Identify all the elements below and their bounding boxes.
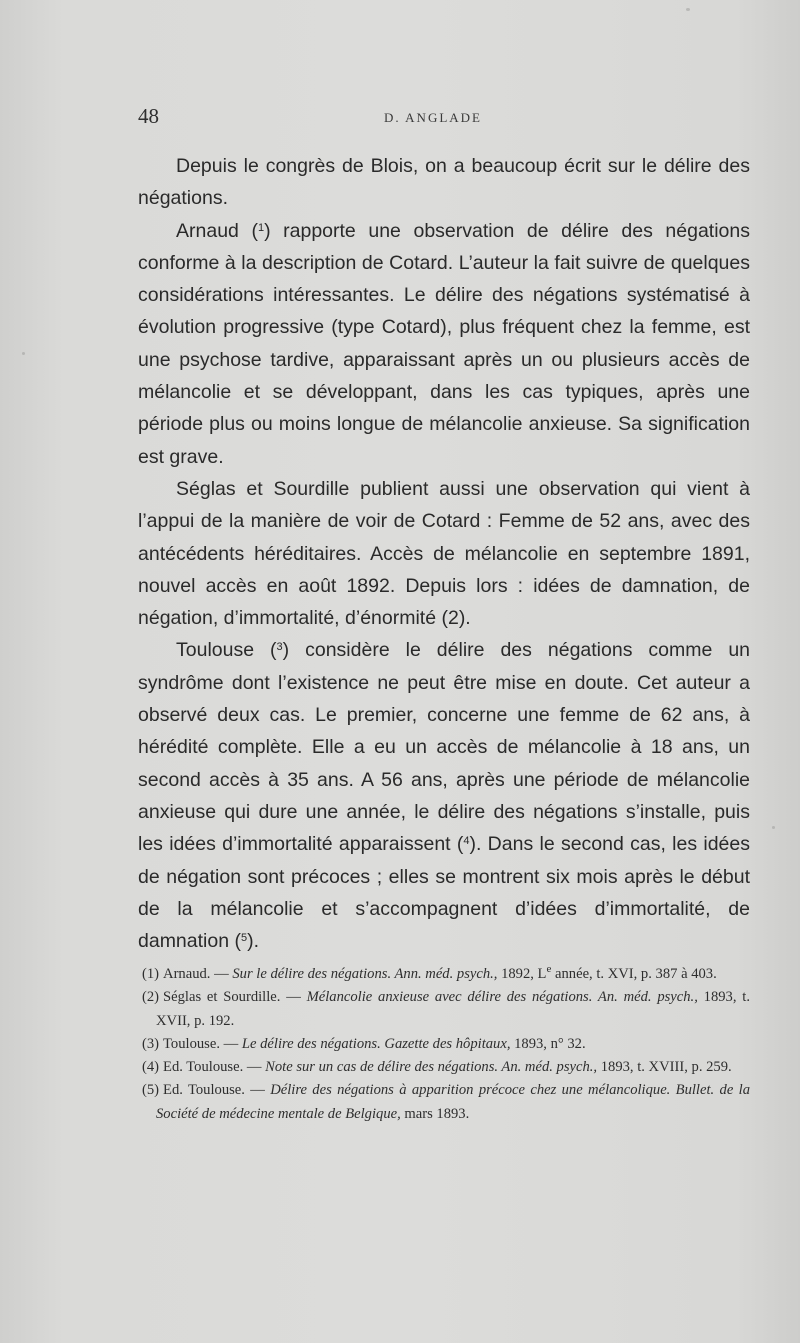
footnote-number: (1) bbox=[142, 966, 160, 982]
body-text bbox=[138, 150, 750, 957]
citation-title: Délire des négations à apparition précoce chez une mélancolique. Bullet. de la Société de médecine mentale de Belgique, bbox=[156, 1082, 750, 1122]
text-run: Arnaud. — bbox=[163, 966, 233, 982]
paragraph bbox=[138, 634, 750, 957]
text-run: Depuis le congrès de Blois, on a beaucoup écrit sur le délire des négations. bbox=[138, 155, 750, 210]
paragraph bbox=[138, 473, 750, 634]
text-run: 1893, n° 32. bbox=[510, 1035, 586, 1052]
text-run: ) rapporte une observation de délire des négations conforme à la description de Cotard. L’auteur la fait suivre de quelques considérations intéressantes. Le délire des négations systématisé à évolution progressive (type Cotard), plus fréquent chez la femme, est une psychose tardive, apparaissant après un ou plusieurs accès de mélancolie et se développant, dans les cas typiques, après une période plus ou moins longue de mélancolie anxieuse. Sa signification est grave. bbox=[138, 219, 750, 468]
footnote bbox=[124, 1033, 750, 1056]
page-header bbox=[138, 104, 750, 134]
text-run: Toulouse. — bbox=[163, 1035, 242, 1052]
footnote bbox=[124, 1056, 750, 1079]
text-run: Séglas et Sourdille publient aussi une observation qui vient à l’appui de la manière de voir de Cotard : Femme de 52 ans, avec des antécédents héréditaires. Accès de mélancolie en septembre 1891, nouvel accès en août 1892. Depuis lors : idées de damnation, de négation, d’immortalité, d’énormité (2). bbox=[138, 477, 750, 630]
text-run: 1892, L bbox=[497, 966, 547, 982]
speck bbox=[686, 8, 690, 11]
footnote-ref: 1 bbox=[257, 221, 265, 234]
footnote bbox=[124, 1079, 750, 1126]
citation-title: Mélancolie anxieuse avec délire des négations. An. méd. psych., bbox=[306, 989, 698, 1006]
text-run: Arnaud ( bbox=[176, 219, 258, 242]
text-run: 1893, t. XVII, p. 192. bbox=[156, 989, 750, 1029]
text-run: Toulouse ( bbox=[176, 639, 277, 662]
paragraph bbox=[138, 150, 750, 215]
footnote-number: (2) bbox=[142, 989, 160, 1006]
citation-title: Sur le délire des négations. Ann. méd. psych., bbox=[232, 966, 498, 982]
footnote-ref: e bbox=[546, 963, 552, 975]
paragraph bbox=[138, 215, 750, 473]
footnote bbox=[124, 986, 750, 1033]
text-run: mars 1893. bbox=[400, 1105, 470, 1122]
running-head: D. ANGLADE bbox=[384, 110, 482, 125]
footnote-ref: 4 bbox=[463, 835, 470, 848]
text-run: Séglas et Sourdille. — bbox=[163, 989, 307, 1006]
text-run: année, t. XVI, p. 387 à 403. bbox=[551, 966, 717, 982]
text-run: Ed. Toulouse. — bbox=[163, 1059, 266, 1076]
text-run: 1893, t. XVIII, p. 259. bbox=[597, 1059, 732, 1076]
text-run: Ed. Toulouse. — bbox=[163, 1082, 271, 1099]
citation-title: Note sur un cas de délire des négations. An. méd. psych., bbox=[265, 1059, 598, 1076]
speck bbox=[772, 826, 775, 829]
page-number: 48 bbox=[138, 104, 159, 128]
footnote bbox=[124, 963, 750, 986]
footnote-number: (3) bbox=[142, 1035, 160, 1052]
footnote-number: (4) bbox=[142, 1059, 160, 1076]
footnote-ref: 3 bbox=[276, 641, 283, 654]
speck bbox=[22, 352, 25, 355]
text-run: ). Dans le second cas, les idées de négation sont précoces ; elles se montrent six mois après le début de la mélancolie et s’accompagnent d’idées d’immortalité, de damnation ( bbox=[138, 833, 750, 953]
footnote-ref: 5 bbox=[240, 932, 248, 945]
citation-title: Le délire des négations. Gazette des hôpitaux, bbox=[241, 1035, 511, 1052]
footnotes bbox=[124, 963, 750, 1126]
text-run: ) considère le délire des négations comme un syndrôme dont l’existence ne peut être mise en doute. Cet auteur a observé deux cas. Le premier, concerne une femme de 62 ans, à hérédité complète. Elle a eu un accès de mélancolie à 18 ans, un second accès à 35 ans. A 56 ans, après une période de mélancolie anxieuse qui dure une année, le délire des négations s’installe, puis les idées d’immortalité apparaissent ( bbox=[138, 639, 751, 856]
text-run: ). bbox=[247, 930, 260, 953]
footnote-number: (5) bbox=[142, 1082, 160, 1099]
